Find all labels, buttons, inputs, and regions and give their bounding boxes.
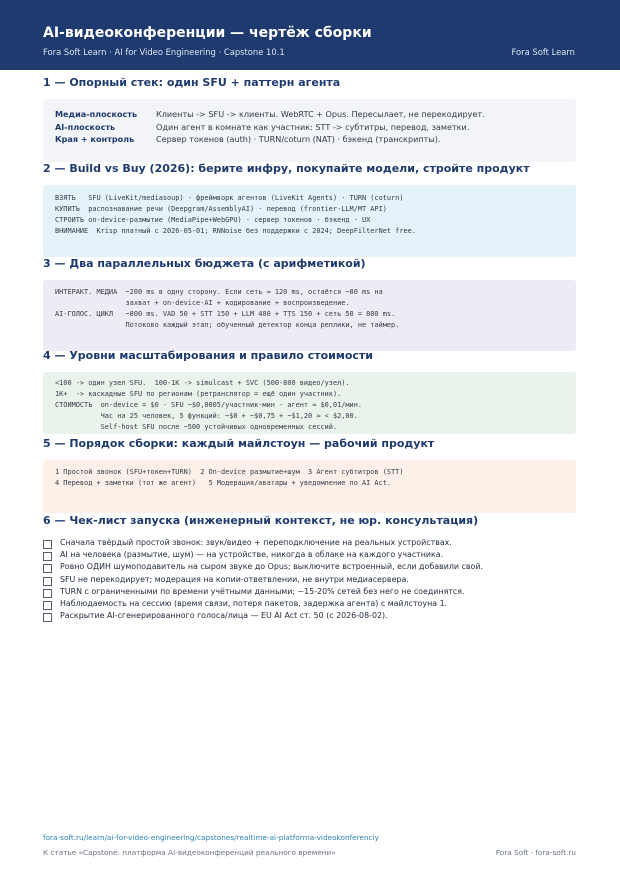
section-6-heading: 6 — Чек-лист запуска (инженерный контекст, не юр. консультация) <box>43 514 479 527</box>
checkbox[interactable] <box>43 564 52 573</box>
stack-row-key: AI-плоскость <box>55 122 116 132</box>
footer-site: Fora Soft · fora-soft.ru <box>495 848 576 857</box>
scale-box <box>43 372 576 434</box>
checklist-text: Ровно ОДИН шумоподавитель на сыром звуке до Opus; выключите встроенный, если добавили свой. <box>60 562 483 571</box>
stack-row-value: Клиенты -> SFU -> клиенты. WebRTC + Opus. Пересылает, не перекодирует. <box>156 109 485 119</box>
checkbox[interactable] <box>43 552 52 561</box>
footer-article: К статье «Capstone: платформа AI-видеоконференций реального времени» <box>43 848 336 857</box>
section-2-heading: 2 — Build vs Buy (2026): берите инфру, покупайте модели, стройте продукт <box>43 162 530 175</box>
checklist-item <box>43 599 583 611</box>
checkbox[interactable] <box>43 577 52 586</box>
article-link[interactable]: fora-soft.ru/learn/ai-for-video-engineering/capstones/realtime-ai-platforma-videokonferenciy <box>43 833 379 842</box>
page-header <box>0 0 620 70</box>
build-line: СТРОИТЬ on-device-размытие (MediaPipe+WebGPU) · сервер токенов · бэкенд · UX <box>55 216 371 224</box>
checkbox[interactable] <box>43 540 52 549</box>
stack-row-value: Один агент в комнате как участник: STT -> субтитры, перевод, заметки. <box>156 122 470 132</box>
checklist-text: Сначала твёрдый простой звонок: звук/видео + переподключение на реальных устройствах. <box>60 538 452 547</box>
stack-row-key: Медиа-плоскость <box>55 109 138 119</box>
checkbox[interactable] <box>43 589 52 598</box>
checklist-text: Раскрытие AI-сгенерированного голоса/лица — EU AI Act ст. 50 (с 2026-08-02). <box>60 611 388 620</box>
section-3-heading: 3 — Два параллельных бюджета (с арифметикой) <box>43 257 366 270</box>
build-line: ВЗЯТЬ SFU (LiveKit/mediasoup) · фреймворк агентов (LiveKit Agents) · TURN (coturn) <box>55 194 404 202</box>
budget-line: ИНТЕРАКТ. МЕДИА ~200 ms в одну сторону. Если сеть ≈ 120 ms, остаётся ~80 ms на <box>55 288 383 296</box>
section-4-heading: 4 — Уровни масштабирования и правило стоимости <box>43 349 373 362</box>
header-brand: Fora Soft Learn <box>511 47 575 57</box>
checklist-item <box>43 575 583 587</box>
checklist-item <box>43 538 583 550</box>
scale-line: Час на 25 человек, 5 функций: ~$0 + ~$0,75 + ~$1,20 ≈ < $2,00. <box>55 412 358 420</box>
scale-line: СТОИМОСТЬ on-device = $0 · SFU ~$0,0005/участник-мин · агент ≈ $0,01/мин. <box>55 401 362 409</box>
scale-line: <100 -> один узел SFU. 100-1K -> simulcast + SVC (500-800 видео/узел). <box>55 379 350 387</box>
checklist-text: SFU не перекодирует; модерация на копии-ответвлении, не внутри медиасервера. <box>60 575 409 584</box>
milestone-line: 1 Простой звонок (SFU+токен+TURN) 2 On-device размытие+шум 3 Агент субтитров (STT) <box>55 468 404 476</box>
checkbox[interactable] <box>43 613 52 622</box>
checklist-text: Наблюдаемость на сессию (время связи, потеря пакетов, задержка агента) с майлстоуна 1. <box>60 599 448 608</box>
budget-box <box>43 280 576 351</box>
budget-line: Потоково каждый этап; обученный детектор конца реплики, не таймер. <box>55 321 400 329</box>
budget-line: захват + on-device-AI + кодирование + воспроизведение. <box>55 299 350 307</box>
page-subtitle: Fora Soft Learn · AI for Video Engineering · Capstone 10.1 <box>43 47 285 57</box>
checkbox[interactable] <box>43 601 52 610</box>
checklist-item <box>43 611 583 623</box>
checklist-text: AI на человека (размытие, шум) — на устройстве, никогда в облаке на каждого участника. <box>60 550 444 559</box>
milestone-line: 4 Перевод + заметки (тот же агент) 5 Модерация/аватары + уведомление по AI Act. <box>55 479 392 487</box>
section-1-heading: 1 — Опорный стек: один SFU + паттерн агента <box>43 76 341 89</box>
checklist-item <box>43 550 583 562</box>
stack-box <box>43 99 576 162</box>
checklist-item <box>43 562 583 574</box>
scale-line: 1K+ -> каскадные SFU по регионам (ретранслятор = ещё один участник). <box>55 390 342 398</box>
build-order-box <box>43 460 576 513</box>
budget-line: AI-ГОЛОС. ЦИКЛ ~800 ms. VAD 50 + STT 150 + LLM 400 + TTS 150 + сеть 50 = 800 ms. <box>55 310 396 318</box>
build-line: КУПИТЬ распознавание речи (Deepgram/AssemblyAI) · перевод (frontier-LLM/MT API) <box>55 205 387 213</box>
checklist-item <box>43 587 583 599</box>
build-line: ВНИМАНИЕ Krisp платный с 2026-05-01; RNNoise без поддержки с 2024; DeepFilterNet free. <box>55 227 416 235</box>
build-vs-buy-box <box>43 185 576 257</box>
scale-line: Self-host SFU после ~500 устойчивых одновременных сессий. <box>55 423 338 431</box>
stack-row-key: Края + контроль <box>55 134 135 144</box>
checklist-text: TURN с ограниченными по времени учётными данными; ~15-20% сетей без него не соединятся. <box>60 587 465 596</box>
stack-row-value: Сервер токенов (auth) · TURN/coturn (NAT) · бэкенд (транскрипты). <box>156 134 441 144</box>
section-5-heading: 5 — Порядок сборки: каждый майлстоун — рабочий продукт <box>43 437 435 450</box>
page-title: AI-видеоконференции — чертёж сборки <box>43 25 372 41</box>
